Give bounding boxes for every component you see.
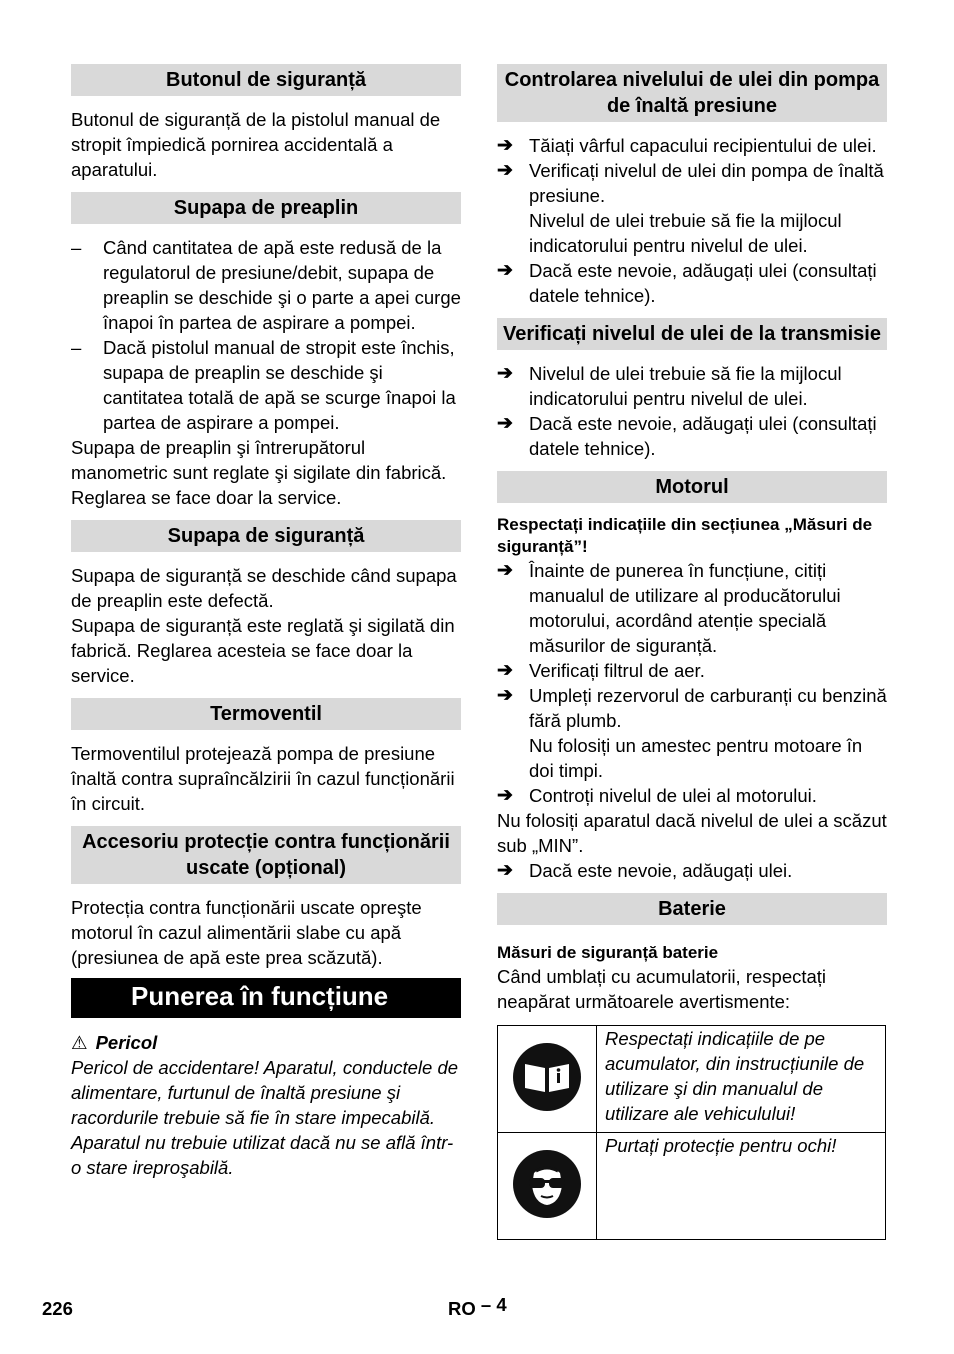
section-heading-transmission-oil: Verificați nivelul de ulei de la transmisie <box>497 318 887 350</box>
language-code: RO <box>448 1298 476 1319</box>
arrow-icon: ➔ <box>497 685 513 706</box>
thermovalve-text: Termoventilul protejează pompa de presiune înaltă contra supraîncălzirii în cazul funcționării în circuit. <box>71 743 455 814</box>
battery-warnings-table <box>497 1025 886 1240</box>
section-heading-engine: Motorul <box>497 471 887 503</box>
arrow-icon: ➔ <box>497 160 513 181</box>
danger-heading <box>71 1030 461 1055</box>
table-row <box>498 1133 886 1240</box>
arrow-icon: ➔ <box>497 413 513 434</box>
engine-step-3-note: Nu folosiți un amestec pentru motoare în doi timpi. <box>529 735 863 781</box>
engine-step-2: ➔ Verificați filtrul de aer. <box>497 660 705 681</box>
pump-oil-note: Nivelul de ulei trebuie să fie la mijlocul indicatorului pentru nivelul de ulei. <box>529 210 842 256</box>
pump-oil-step-2: ➔ Verificați nivelul de ulei din pompa de înaltă presiune. <box>497 160 884 206</box>
pump-oil-step-3: ➔ Dacă este nevoie, adăugați ulei (consultați datele tehnice). <box>497 260 877 306</box>
engine-step-5: ➔ Dacă este nevoie, adăugați ulei. <box>497 860 793 881</box>
battery-warning-manual: Respectați indicațiile de pe acumulator, din instrucțiunile de utilizare şi din manualul de utilizare ale vehiculului! <box>597 1026 886 1133</box>
battery-safety-subheading: Măsuri de siguranță baterie <box>497 943 719 962</box>
danger-text: Pericol de accidentare! Aparatul, conductele de alimentare, furtunul de înaltă presiune şi racordurile trebuie să fie în stare impecabilă. Aparatul nu trebuie utilizat dacă nu se află într-o stare ireproşabilă. <box>71 1057 459 1178</box>
arrow-icon: ➔ <box>497 135 513 156</box>
goggles-icon <box>512 1149 582 1219</box>
page-number: 226 <box>42 1298 73 1319</box>
transmission-oil-step-1: ➔ Nivelul de ulei trebuie să fie la mijlocul indicatorului pentru nivelul de ulei. <box>497 363 842 409</box>
section-heading-pump-oil: Controlarea nivelului de ulei din pompa de înaltă presiune <box>497 64 887 122</box>
safety-button-text: Butonul de siguranță de la pistolul manual de stropit împiedică pornirea accidentală a aparatului. <box>71 109 441 180</box>
battery-warning-goggles: Purtați protecție pentru ochi! <box>597 1133 886 1240</box>
engine-step-4: ➔ Controți nivelul de ulei al motorului. <box>497 785 817 806</box>
overflow-valve-item-1: – Când cantitatea de apă este redusă de la regulatorul de presiune/debit, supapa de preaplin se deschide şi o parte a apei curge înapoi în partea de aspirare a pompei. <box>71 235 461 335</box>
arrow-icon: ➔ <box>497 560 513 581</box>
arrow-icon: ➔ <box>497 363 513 384</box>
dry-run-text: Protecția contra funcționării uscate opreşte motorul în cazul alimentării slabe cu apă (presiunea de apă este prea scăzută). <box>71 897 422 968</box>
section-heading-overflow-valve: Supapa de preaplin <box>71 192 461 224</box>
right-column <box>497 64 887 1240</box>
arrow-icon: ➔ <box>497 785 513 806</box>
overflow-valve-text: Supapa de preaplin şi întrerupătorul manometric sunt reglate şi sigilate din fabrică. Reglarea se face doar la service. <box>71 437 447 508</box>
engine-step-3: ➔ Umpleți rezervorul de carburanți cu benzină fără plumb. <box>497 685 887 731</box>
engine-step-1: ➔ Înainte de punerea în funcțiune, citiți manualul de utilizare al producătorului motorului, acordând atenție specială măsurilor de siguranță. <box>497 560 841 656</box>
engine-safety-note: Respectați indicațiile din secțiunea „Măsuri de siguranță”! <box>497 515 873 556</box>
chapter-title: Punerea în funcțiune <box>71 978 461 1018</box>
arrow-icon: ➔ <box>497 660 513 681</box>
sub-page-number: – 4 <box>480 1294 507 1315</box>
safety-valve-text-2: Supapa de siguranță este reglată şi sigilată din fabrică. Reglarea acesteia se face doar la service. <box>71 615 455 686</box>
table-row <box>498 1026 886 1133</box>
safety-valve-text-1: Supapa de siguranță se deschide când supapa de preaplin este defectă. <box>71 565 457 611</box>
warning-triangle-icon: ⚠ <box>71 1032 88 1053</box>
section-heading-battery: Baterie <box>497 893 887 925</box>
arrow-icon: ➔ <box>497 860 513 881</box>
pump-oil-step-1: ➔ Tăiați vârful capacului recipientului de ulei. <box>497 135 877 156</box>
arrow-icon: ➔ <box>497 260 513 281</box>
danger-label: Pericol <box>95 1032 158 1053</box>
battery-intro-text: Când umblați cu acumulatorii, respectați neapărat următoarele avertismente: <box>497 966 827 1012</box>
manual-icon <box>512 1042 582 1112</box>
section-heading-dry-run: Accesoriu protecție contra funcționării uscate (opțional) <box>71 826 461 884</box>
engine-min-oil-text: Nu folosiți aparatul dacă nivelul de ulei a scăzut sub „MIN”. <box>497 810 887 856</box>
section-heading-safety-button: Butonul de siguranță <box>71 64 461 96</box>
section-heading-safety-valve: Supapa de siguranță <box>71 520 461 552</box>
overflow-valve-item-2: – Dacă pistolul manual de stropit este închis, supapa de preaplin se deschide şi cantitatea totală de apă se scurge înapoi la partea de aspirare a pompei. <box>71 335 461 435</box>
transmission-oil-step-2: ➔ Dacă este nevoie, adăugați ulei (consultați datele tehnice). <box>497 413 877 459</box>
left-column <box>71 64 461 1180</box>
page-footer-language <box>448 1294 507 1320</box>
section-heading-thermovalve: Termoventil <box>71 698 461 730</box>
